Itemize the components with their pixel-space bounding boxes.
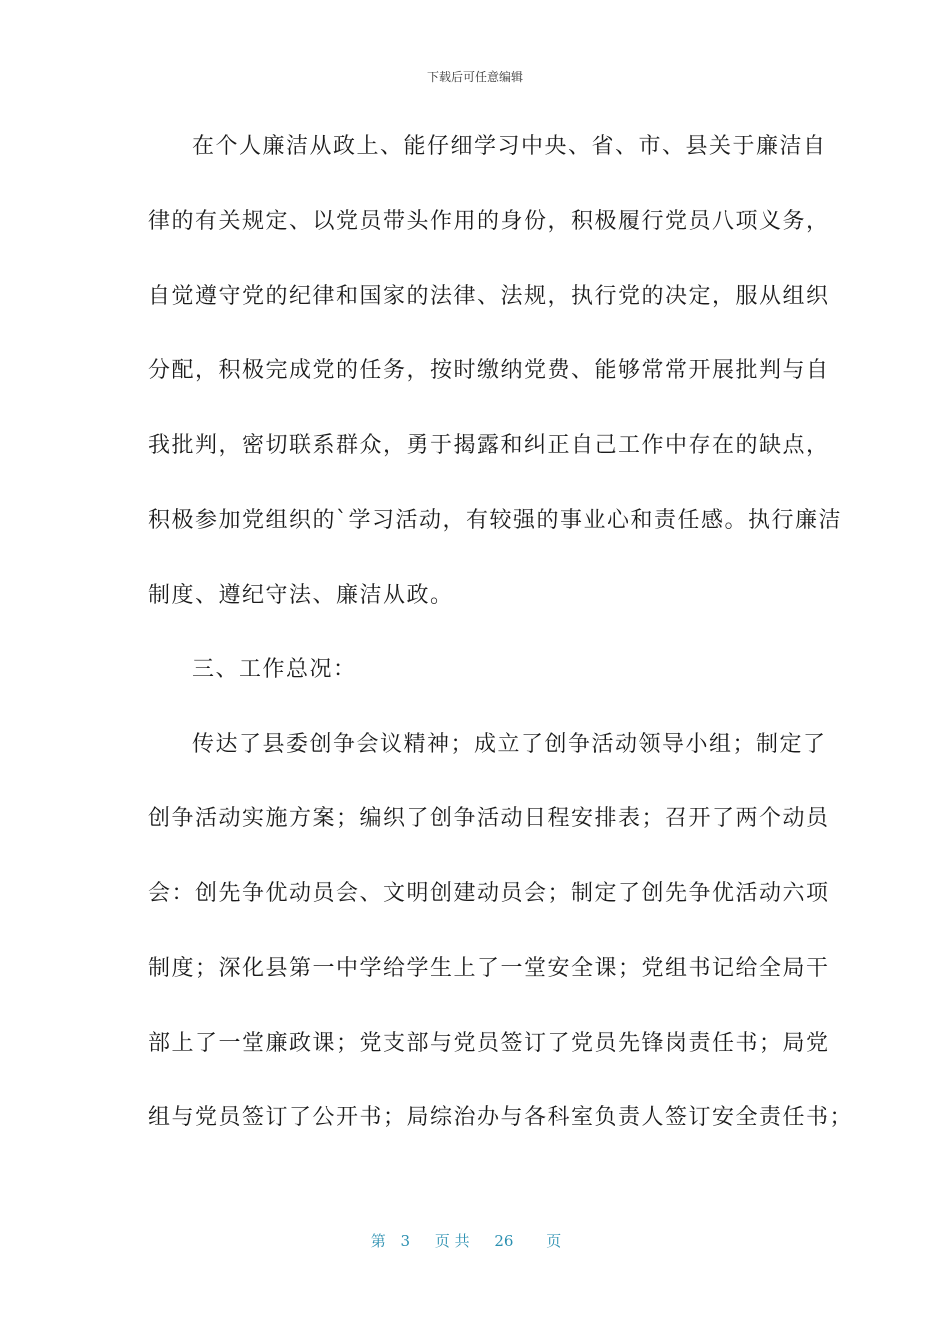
footer-total-pages: 26	[494, 1232, 514, 1250]
paragraph-line: 我批判，密切联系群众，勇于揭露和纠正自己工作中存在的缺点，	[148, 433, 830, 458]
footer-ye: 页	[546, 1232, 562, 1250]
paragraph-line: 部上了一堂廉政课；党支部与党员签订了党员先锋岗责任书；局党	[148, 1031, 830, 1056]
paragraph-line: 分配，积极完成党的任务，按时缴纳党费、能够常常开展批判与自	[148, 358, 830, 383]
footer-page-number: 3	[400, 1232, 411, 1250]
paragraph-line: 在个人廉洁从政上、能仔细学习中央、省、市、县关于廉洁自	[192, 134, 827, 159]
paragraph-line: 制度、遵纪守法、廉洁从政。	[148, 583, 454, 608]
paragraph-line: 自觉遵守党的纪律和国家的法律、法规，执行党的决定，服从组织	[148, 284, 830, 309]
paragraph-line: 积极参加党组织的`学习活动，有较强的事业心和责任感。执行廉洁	[148, 508, 843, 533]
paragraph-line: 创争活动实施方案；编织了创争活动日程安排表；召开了两个动员	[148, 806, 830, 831]
paragraph-line: 会：创先争优动员会、文明创建动员会；制定了创先争优活动六项	[148, 881, 830, 906]
page-header: 下载后可任意编辑	[426, 70, 523, 84]
page-footer	[0, 1230, 950, 1251]
paragraph-line: 传达了县委创争会议精神；成立了创争活动领导小组；制定了	[192, 732, 827, 757]
footer-ye-gong: 页 共	[434, 1232, 470, 1250]
paragraph-line: 制度；深化县第一中学给学生上了一堂安全课；党组书记给全局干	[148, 956, 830, 981]
paragraph-line: 组与党员签订了公开书；局综治办与各科室负责人签订安全责任书；	[148, 1105, 854, 1130]
footer-di: 第	[370, 1232, 386, 1250]
paragraph-line: 律的有关规定、以党员带头作用的身份，积极履行党员八项义务，	[148, 209, 830, 234]
section-heading: 三、工作总况：	[192, 657, 357, 682]
